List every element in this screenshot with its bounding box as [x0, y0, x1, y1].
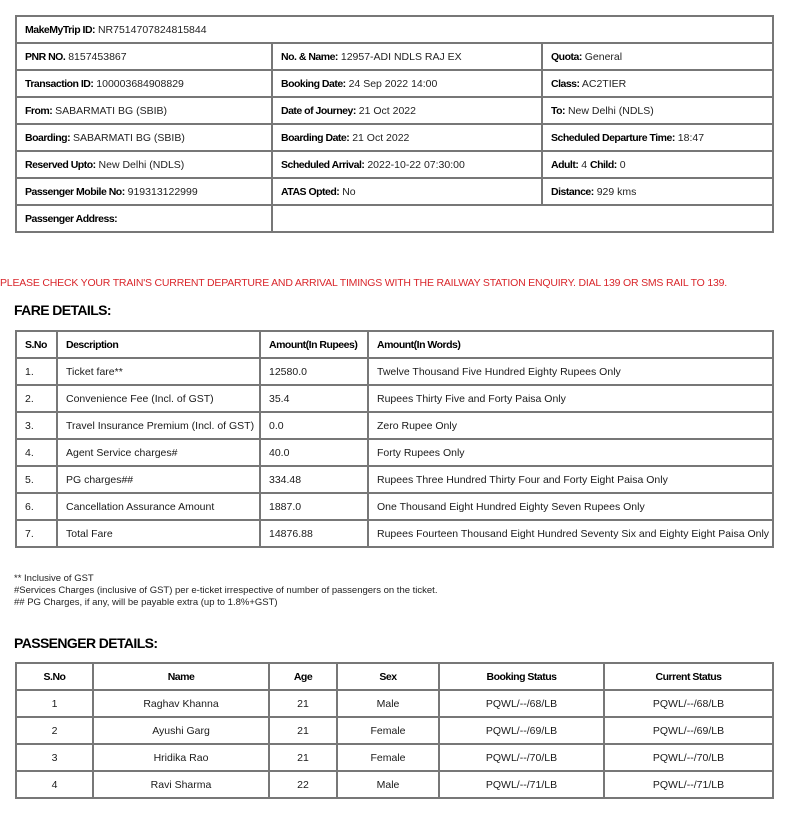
info-row	[16, 151, 773, 178]
distance-cell	[542, 178, 773, 205]
from-label: From:	[25, 104, 53, 117]
fare-amount-words: Rupees Three Hundred Thirty Four and Forty Eight Paisa Only	[368, 466, 773, 493]
fare-sno: 1.	[16, 358, 57, 385]
adult-value: 4	[581, 158, 588, 171]
child-value: 0	[619, 158, 626, 171]
from-value: SABARMATI BG (SBIB)	[55, 104, 167, 117]
footnote-service-charges: #Services Charges (inclusive of GST) per e-ticket irrespective of number of passengers on the ticket.	[14, 585, 438, 596]
pax-current-status: PQWL/--/71/LB	[604, 771, 773, 798]
pax-booking-status: PQWL/--/71/LB	[439, 771, 604, 798]
passenger-row	[16, 744, 773, 771]
distance-label: Distance:	[551, 185, 594, 198]
pax-col-sno: S.No	[16, 663, 93, 690]
fare-amount: 40.0	[260, 439, 368, 466]
train-name-value: 12957-ADI NDLS RAJ EX	[340, 50, 462, 63]
class-value: AC2TIER	[581, 77, 627, 90]
passenger-table	[15, 662, 774, 799]
fare-amount: 1887.0	[260, 493, 368, 520]
fare-row	[16, 412, 773, 439]
fare-sno: 3.	[16, 412, 57, 439]
passenger-count-cell	[542, 151, 773, 178]
pax-sno: 4	[16, 771, 93, 798]
pax-current-status: PQWL/--/70/LB	[604, 744, 773, 771]
pax-col-booking-status: Booking Status	[439, 663, 604, 690]
adult-label: Adult:	[551, 158, 579, 171]
fare-details-heading: FARE DETAILS:	[14, 302, 111, 318]
transaction-id-cell	[16, 70, 272, 97]
pax-current-status: PQWL/--/68/LB	[604, 690, 773, 717]
fare-amount-words: Rupees Fourteen Thousand Eight Hundred Seventy Six and Eighty Eight Paisa Only	[368, 520, 773, 547]
quota-label: Quota:	[551, 50, 582, 63]
footnote-pg-charges: ## PG Charges, if any, will be payable extra (up to 1.8%+GST)	[14, 597, 278, 608]
fare-description: Total Fare	[57, 520, 260, 547]
fare-sno: 6.	[16, 493, 57, 520]
fare-table	[15, 330, 774, 548]
fare-amount: 12580.0	[260, 358, 368, 385]
address-label-cell	[16, 205, 272, 232]
fare-description: Ticket fare**	[57, 358, 260, 385]
fare-sno: 7.	[16, 520, 57, 547]
boarding-label: Boarding:	[25, 131, 71, 144]
fare-row	[16, 439, 773, 466]
to-label: To:	[551, 104, 566, 117]
fare-col-amount-words: Amount(In Words)	[368, 331, 773, 358]
pax-age: 21	[269, 744, 337, 771]
fare-amount-words: Zero Rupee Only	[368, 412, 773, 439]
pax-sex: Female	[337, 744, 439, 771]
fare-description: Agent Service charges#	[57, 439, 260, 466]
pnr-label: PNR NO.	[25, 50, 66, 63]
address-value-cell	[272, 205, 773, 232]
fare-col-amount: Amount(In Rupees)	[260, 331, 368, 358]
pax-sno: 2	[16, 717, 93, 744]
passenger-row	[16, 717, 773, 744]
reserved-upto-label: Reserved Upto:	[25, 158, 96, 171]
booking-date-cell	[272, 70, 542, 97]
departure-time-value: 18:47	[677, 131, 705, 144]
fare-description: Convenience Fee (Incl. of GST)	[57, 385, 260, 412]
pnr-value: 8157453867	[68, 50, 127, 63]
to-value: New Delhi (NDLS)	[567, 104, 654, 117]
pax-booking-status: PQWL/--/70/LB	[439, 744, 604, 771]
booking-date-label: Booking Date:	[281, 77, 346, 90]
info-row	[16, 178, 773, 205]
boarding-date-value: 21 Oct 2022	[352, 131, 410, 144]
child-label: Child:	[590, 158, 617, 171]
boarding-date-cell	[272, 124, 542, 151]
pax-name: Ayushi Garg	[93, 717, 269, 744]
departure-time-label: Scheduled Departure Time:	[551, 131, 675, 144]
mobile-label: Passenger Mobile No:	[25, 185, 125, 198]
train-name-cell	[272, 43, 542, 70]
fare-sno: 2.	[16, 385, 57, 412]
train-name-label: No. & Name:	[281, 50, 338, 63]
passenger-header-row	[16, 663, 773, 690]
timing-notice: PLEASE CHECK YOUR TRAIN'S CURRENT DEPARTURE AND ARRIVAL TIMINGS WITH THE RAILWAY STATION ENQUIRY. DIAL 139 OR SMS RAIL TO 139.	[0, 277, 727, 289]
from-cell	[16, 97, 272, 124]
fare-footnotes	[14, 573, 437, 609]
atas-label: ATAS Opted:	[281, 185, 340, 198]
distance-value: 929 kms	[596, 185, 637, 198]
fare-sno: 4.	[16, 439, 57, 466]
journey-date-value: 21 Oct 2022	[358, 104, 416, 117]
boarding-value: SABARMATI BG (SBIB)	[73, 131, 185, 144]
pax-col-name: Name	[93, 663, 269, 690]
pax-col-sex: Sex	[337, 663, 439, 690]
pax-sex: Male	[337, 771, 439, 798]
quota-cell	[542, 43, 773, 70]
journey-date-cell	[272, 97, 542, 124]
fare-amount: 35.4	[260, 385, 368, 412]
mobile-cell	[16, 178, 272, 205]
pax-name: Ravi Sharma	[93, 771, 269, 798]
pax-booking-status: PQWL/--/69/LB	[439, 717, 604, 744]
pax-col-age: Age	[269, 663, 337, 690]
makemytrip-id-label: MakeMyTrip ID:	[25, 23, 96, 36]
footnote-gst: ** Inclusive of GST	[14, 573, 94, 584]
fare-amount-words: Rupees Thirty Five and Forty Paisa Only	[368, 385, 773, 412]
passenger-details-heading: PASSENGER DETAILS:	[14, 635, 158, 651]
pax-current-status: PQWL/--/69/LB	[604, 717, 773, 744]
reserved-upto-value: New Delhi (NDLS)	[98, 158, 185, 171]
makemytrip-id-value: NR7514707824815844	[97, 23, 207, 36]
fare-amount: 14876.88	[260, 520, 368, 547]
fare-col-description: Description	[57, 331, 260, 358]
info-row	[16, 43, 773, 70]
fare-amount-words: One Thousand Eight Hundred Eighty Seven Rupees Only	[368, 493, 773, 520]
atas-cell	[272, 178, 542, 205]
fare-amount-words: Forty Rupees Only	[368, 439, 773, 466]
passenger-row	[16, 690, 773, 717]
pax-age: 22	[269, 771, 337, 798]
fare-amount-words: Twelve Thousand Five Hundred Eighty Rupees Only	[368, 358, 773, 385]
pnr-cell	[16, 43, 272, 70]
fare-row-total	[16, 520, 773, 547]
scheduled-arrival-cell	[272, 151, 542, 178]
makemytrip-id-row	[16, 16, 773, 43]
fare-amount: 0.0	[260, 412, 368, 439]
fare-amount: 334.48	[260, 466, 368, 493]
pax-name: Raghav Khanna	[93, 690, 269, 717]
mobile-value: 919313122999	[127, 185, 198, 198]
pax-name: Hridika Rao	[93, 744, 269, 771]
pax-col-current-status: Current Status	[604, 663, 773, 690]
boarding-cell	[16, 124, 272, 151]
fare-description: Cancellation Assurance Amount	[57, 493, 260, 520]
journey-date-label: Date of Journey:	[281, 104, 356, 117]
scheduled-arrival-value: 2022-10-22 07:30:00	[367, 158, 465, 171]
fare-sno: 5.	[16, 466, 57, 493]
quota-value: General	[584, 50, 623, 63]
pax-sno: 1	[16, 690, 93, 717]
info-row	[16, 124, 773, 151]
transaction-id-value: 100003684908829	[96, 77, 184, 90]
class-label: Class:	[551, 77, 580, 90]
departure-time-cell	[542, 124, 773, 151]
class-cell	[542, 70, 773, 97]
pax-sex: Male	[337, 690, 439, 717]
scheduled-arrival-label: Scheduled Arrival:	[281, 158, 365, 171]
booking-date-value: 24 Sep 2022 14:00	[348, 77, 438, 90]
fare-row	[16, 493, 773, 520]
pax-age: 21	[269, 690, 337, 717]
info-row	[16, 97, 773, 124]
passenger-row	[16, 771, 773, 798]
address-label: Passenger Address:	[25, 212, 118, 225]
to-cell	[542, 97, 773, 124]
pax-booking-status: PQWL/--/68/LB	[439, 690, 604, 717]
atas-value: No	[342, 185, 356, 198]
boarding-date-label: Boarding Date:	[281, 131, 350, 144]
booking-info-table	[15, 15, 774, 233]
reserved-upto-cell	[16, 151, 272, 178]
pax-sex: Female	[337, 717, 439, 744]
fare-description: PG charges##	[57, 466, 260, 493]
fare-row	[16, 466, 773, 493]
fare-row	[16, 358, 773, 385]
pax-age: 21	[269, 717, 337, 744]
info-row	[16, 70, 773, 97]
pax-sno: 3	[16, 744, 93, 771]
fare-header-row	[16, 331, 773, 358]
makemytrip-id-cell	[16, 16, 773, 43]
fare-row	[16, 385, 773, 412]
fare-description: Travel Insurance Premium (Incl. of GST)	[57, 412, 260, 439]
transaction-id-label: Transaction ID:	[25, 77, 94, 90]
address-row	[16, 205, 773, 232]
fare-col-sno: S.No	[16, 331, 57, 358]
